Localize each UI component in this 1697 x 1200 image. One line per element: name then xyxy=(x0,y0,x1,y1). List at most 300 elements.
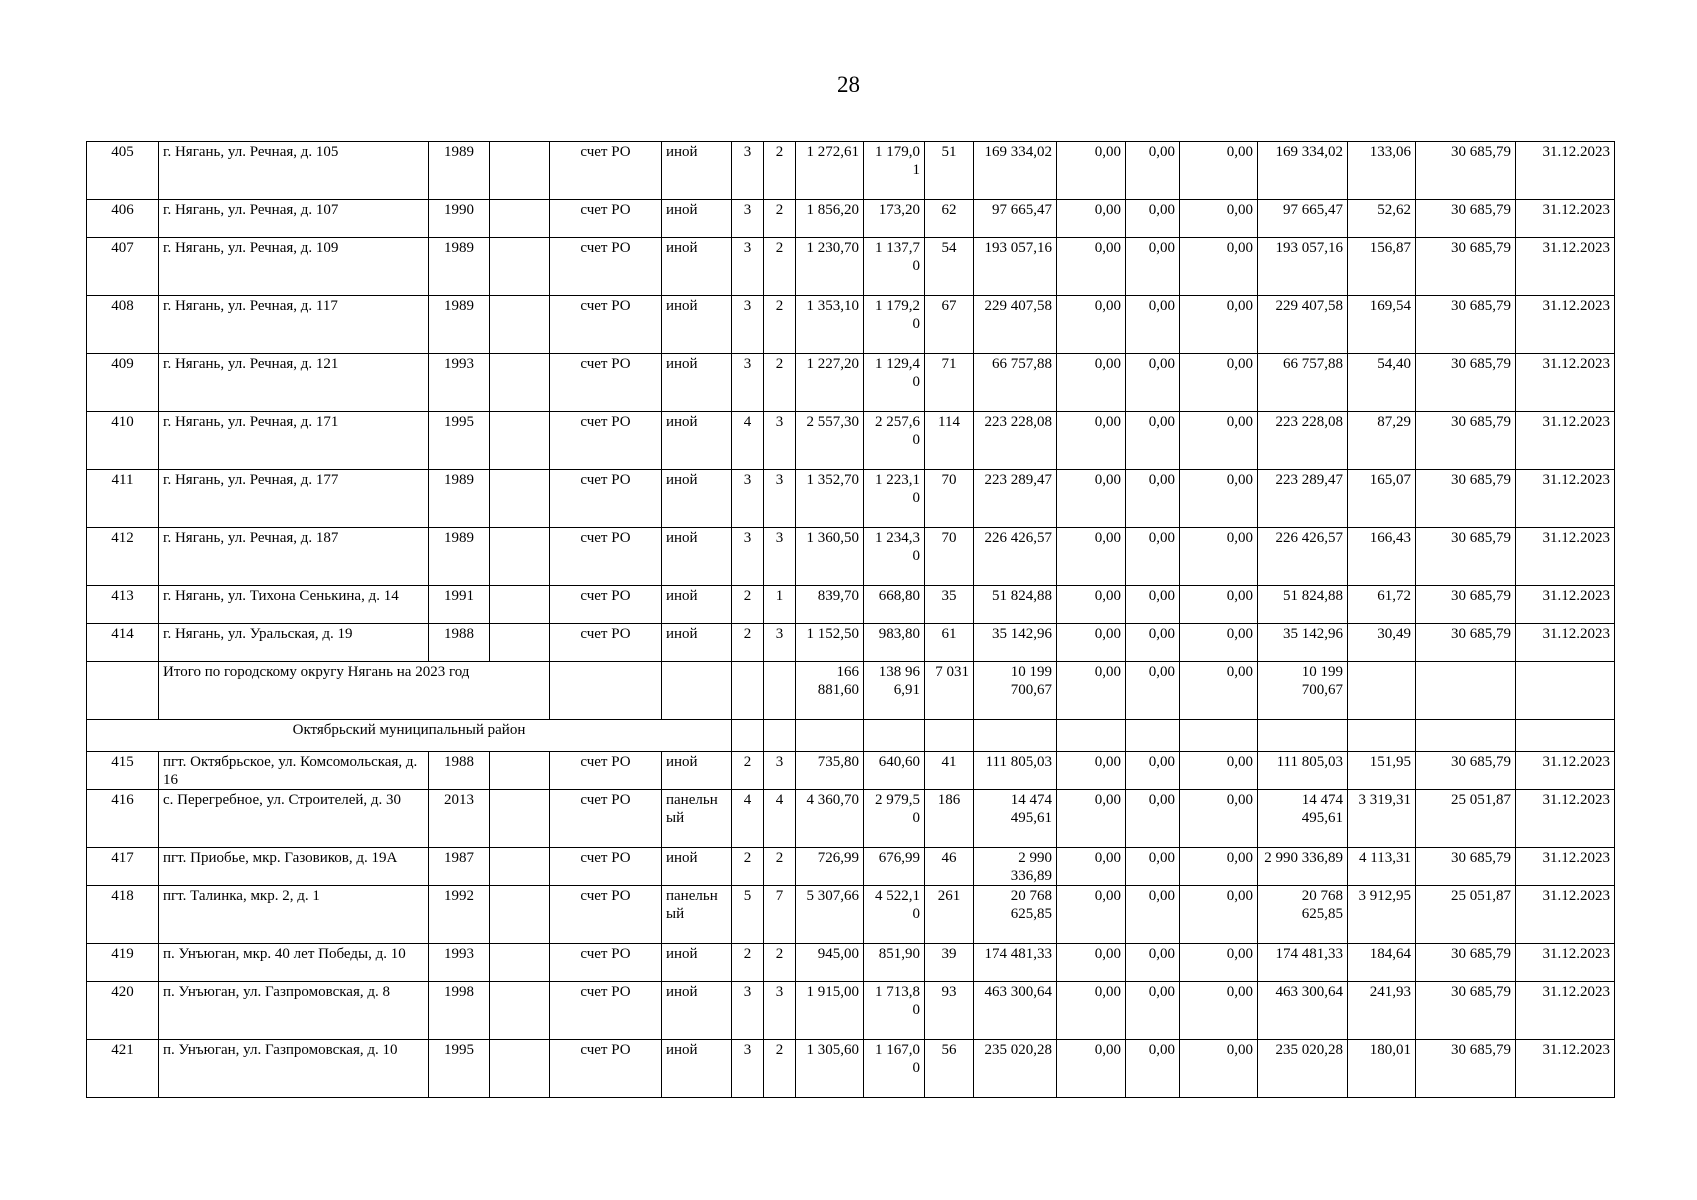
cell-cost-budget: 0,00 xyxy=(1126,528,1180,586)
cell-cost-budget: 0,00 xyxy=(1126,470,1180,528)
cell-deadline: 31.12.2023 xyxy=(1516,142,1615,200)
cell-floors: 3 xyxy=(732,1040,764,1098)
cell-total-area: 1 305,60 xyxy=(796,1040,864,1098)
cell-deadline: 31.12.2023 xyxy=(1516,982,1615,1040)
cell-total-area: 1 915,00 xyxy=(796,982,864,1040)
cell-wall: иной xyxy=(662,296,732,354)
table-row xyxy=(87,586,1615,624)
cell-residents: 93 xyxy=(925,982,974,1040)
table-row xyxy=(87,200,1615,238)
cell-cost-local: 0,00 xyxy=(1180,296,1258,354)
cell-repair-year xyxy=(490,848,550,886)
rows-group-nyagan xyxy=(87,142,1615,662)
table-row xyxy=(87,982,1615,1040)
cell-year: 1990 xyxy=(429,200,490,238)
cell-year: 1989 xyxy=(429,470,490,528)
cell-living-area: 1 167,00 xyxy=(864,1040,925,1098)
cell-fund: счет РО xyxy=(550,624,662,662)
cell-cost-total: 51 824,88 xyxy=(974,586,1057,624)
cell-cost-total: 66 757,88 xyxy=(974,354,1057,412)
cell-fund: счет РО xyxy=(550,752,662,790)
cell-address: г. Нягань, ул. Речная, д. 177 xyxy=(159,470,429,528)
cell-cost-total: 169 334,02 xyxy=(974,142,1057,200)
cell-repair-year xyxy=(490,790,550,848)
cell-address: пгт. Октябрьское, ул. Комсомольская, д. 16 xyxy=(159,752,429,790)
cell-cost-fund: 0,00 xyxy=(1057,886,1126,944)
cell-fund: счет РО xyxy=(550,354,662,412)
cell-total-area: 1 230,70 xyxy=(796,238,864,296)
cell-fund: счет РО xyxy=(550,238,662,296)
total-row xyxy=(87,662,1615,720)
district-label: Октябрьский муниципальный район xyxy=(87,720,732,752)
cell-fund: счет РО xyxy=(550,412,662,470)
cell-address: г. Нягань, ул. Речная, д. 187 xyxy=(159,528,429,586)
cell-cost-total: 111 805,03 xyxy=(974,752,1057,790)
cell-fund: счет РО xyxy=(550,142,662,200)
cell-cost-fund: 0,00 xyxy=(1057,238,1126,296)
cell-year: 1995 xyxy=(429,412,490,470)
cell-total-area: 735,80 xyxy=(796,752,864,790)
cell-living-area: 2 979,50 xyxy=(864,790,925,848)
cell-total-area: 5 307,66 xyxy=(796,886,864,944)
cell-living-area: 1 223,10 xyxy=(864,470,925,528)
cell-living-area: 676,99 xyxy=(864,848,925,886)
cell-repair-year xyxy=(490,624,550,662)
cell-cost-budget: 0,00 xyxy=(1126,412,1180,470)
cell-cost-local: 0,00 xyxy=(1180,752,1258,790)
cell-entrances: 3 xyxy=(764,528,796,586)
cell-no: 406 xyxy=(87,200,159,238)
total-cost-owners: 10 199 700,67 xyxy=(1258,662,1348,720)
cell-cost-total: 35 142,96 xyxy=(974,624,1057,662)
cell-fund: счет РО xyxy=(550,470,662,528)
cell-repair-year xyxy=(490,296,550,354)
cell-residents: 56 xyxy=(925,1040,974,1098)
cell-cost-total: 226 426,57 xyxy=(974,528,1057,586)
cell-cost-per-m2: 156,87 xyxy=(1348,238,1416,296)
cell-cost-per-m2: 180,01 xyxy=(1348,1040,1416,1098)
cell-address: г. Нягань, ул. Речная, д. 171 xyxy=(159,412,429,470)
cell-deadline: 31.12.2023 xyxy=(1516,296,1615,354)
cell-entrances: 3 xyxy=(764,470,796,528)
cell-address: г. Нягань, ул. Тихона Сенькина, д. 14 xyxy=(159,586,429,624)
cell-fund: счет РО xyxy=(550,200,662,238)
cell-entrances: 2 xyxy=(764,200,796,238)
table-row xyxy=(87,238,1615,296)
cell-residents: 54 xyxy=(925,238,974,296)
cell-repair-year xyxy=(490,238,550,296)
cell-deadline: 31.12.2023 xyxy=(1516,886,1615,944)
cell-cost-total: 463 300,64 xyxy=(974,982,1057,1040)
cell-wall: панельный xyxy=(662,790,732,848)
table-row xyxy=(87,752,1615,790)
cell-fund: счет РО xyxy=(550,982,662,1040)
cell-residents: 70 xyxy=(925,470,974,528)
table-row xyxy=(87,944,1615,982)
cell-no: 414 xyxy=(87,624,159,662)
cell-living-area: 1 129,40 xyxy=(864,354,925,412)
cell-wall: иной xyxy=(662,944,732,982)
cell-limit-per-m2: 30 685,79 xyxy=(1416,412,1516,470)
cell-total-area: 1 856,20 xyxy=(796,200,864,238)
cell-year: 1993 xyxy=(429,944,490,982)
cell-address: п. Унъюган, мкр. 40 лет Победы, д. 10 xyxy=(159,944,429,982)
cell-repair-year xyxy=(490,586,550,624)
cell-living-area: 640,60 xyxy=(864,752,925,790)
cell-address: пгт. Талинка, мкр. 2, д. 1 xyxy=(159,886,429,944)
cell-residents: 41 xyxy=(925,752,974,790)
cell-cost-fund: 0,00 xyxy=(1057,142,1126,200)
cell-total-area: 1 352,70 xyxy=(796,470,864,528)
cell-total-area: 1 152,50 xyxy=(796,624,864,662)
cell-cost-per-m2: 133,06 xyxy=(1348,142,1416,200)
cell-cost-per-m2: 184,64 xyxy=(1348,944,1416,982)
cell-cost-fund: 0,00 xyxy=(1057,470,1126,528)
cell-floors: 2 xyxy=(732,848,764,886)
cell-cost-owners: 229 407,58 xyxy=(1258,296,1348,354)
cell-entrances: 2 xyxy=(764,296,796,354)
cell-cost-budget: 0,00 xyxy=(1126,982,1180,1040)
cell-entrances: 2 xyxy=(764,238,796,296)
table-row xyxy=(87,142,1615,200)
cell-deadline: 31.12.2023 xyxy=(1516,790,1615,848)
cell-entrances: 3 xyxy=(764,982,796,1040)
cell-address: пгт. Приобье, мкр. Газовиков, д. 19А xyxy=(159,848,429,886)
cell-limit-per-m2: 30 685,79 xyxy=(1416,470,1516,528)
cell-cost-per-m2: 165,07 xyxy=(1348,470,1416,528)
cell-fund: счет РО xyxy=(550,848,662,886)
cell-living-area: 173,20 xyxy=(864,200,925,238)
cell-repair-year xyxy=(490,1040,550,1098)
cell-cost-budget: 0,00 xyxy=(1126,1040,1180,1098)
cell-residents: 114 xyxy=(925,412,974,470)
cell-no: 410 xyxy=(87,412,159,470)
cell-cost-budget: 0,00 xyxy=(1126,752,1180,790)
cell-floors: 3 xyxy=(732,142,764,200)
cell-cost-total: 223 289,47 xyxy=(974,470,1057,528)
table-row xyxy=(87,296,1615,354)
cell-year: 1988 xyxy=(429,752,490,790)
cell-cost-local: 0,00 xyxy=(1180,586,1258,624)
cell-total-area: 839,70 xyxy=(796,586,864,624)
cell-wall: иной xyxy=(662,238,732,296)
cell-fund: счет РО xyxy=(550,528,662,586)
cell-cost-total: 14 474 495,61 xyxy=(974,790,1057,848)
cell-cost-owners: 66 757,88 xyxy=(1258,354,1348,412)
cell-entrances: 3 xyxy=(764,412,796,470)
cell-fund: счет РО xyxy=(550,1040,662,1098)
cell-cost-budget: 0,00 xyxy=(1126,944,1180,982)
cell-wall: иной xyxy=(662,354,732,412)
cell-fund: счет РО xyxy=(550,790,662,848)
cell-cost-local: 0,00 xyxy=(1180,354,1258,412)
cell-year: 1989 xyxy=(429,528,490,586)
cell-entrances: 3 xyxy=(764,624,796,662)
cell-deadline: 31.12.2023 xyxy=(1516,470,1615,528)
total-cost-fund: 0,00 xyxy=(1057,662,1126,720)
cell-cost-per-m2: 4 113,31 xyxy=(1348,848,1416,886)
cell-residents: 261 xyxy=(925,886,974,944)
cell-address: г. Нягань, ул. Уральская, д. 19 xyxy=(159,624,429,662)
cell-deadline: 31.12.2023 xyxy=(1516,528,1615,586)
cell-cost-per-m2: 3 912,95 xyxy=(1348,886,1416,944)
total-cost-budget: 0,00 xyxy=(1126,662,1180,720)
cell-cost-local: 0,00 xyxy=(1180,200,1258,238)
cell-year: 1987 xyxy=(429,848,490,886)
cell-no: 407 xyxy=(87,238,159,296)
cell-limit-per-m2: 30 685,79 xyxy=(1416,142,1516,200)
cell-floors: 5 xyxy=(732,886,764,944)
cell-cost-fund: 0,00 xyxy=(1057,412,1126,470)
cell-residents: 62 xyxy=(925,200,974,238)
cell-floors: 3 xyxy=(732,528,764,586)
cell-cost-total: 174 481,33 xyxy=(974,944,1057,982)
cell-total-area: 4 360,70 xyxy=(796,790,864,848)
cell-repair-year xyxy=(490,944,550,982)
cell-cost-owners: 174 481,33 xyxy=(1258,944,1348,982)
cell-deadline: 31.12.2023 xyxy=(1516,944,1615,982)
cell-entrances: 4 xyxy=(764,790,796,848)
cell-cost-budget: 0,00 xyxy=(1126,624,1180,662)
cell-cost-local: 0,00 xyxy=(1180,886,1258,944)
cell-total-area: 2 557,30 xyxy=(796,412,864,470)
cell-address: с. Перегребное, ул. Строителей, д. 30 xyxy=(159,790,429,848)
cell-year: 1988 xyxy=(429,624,490,662)
cell-cost-total: 193 057,16 xyxy=(974,238,1057,296)
cell-fund: счет РО xyxy=(550,586,662,624)
cell-deadline: 31.12.2023 xyxy=(1516,586,1615,624)
cell-residents: 71 xyxy=(925,354,974,412)
cell-living-area: 668,80 xyxy=(864,586,925,624)
cell-cost-local: 0,00 xyxy=(1180,624,1258,662)
cell-cost-owners: 169 334,02 xyxy=(1258,142,1348,200)
cell-deadline: 31.12.2023 xyxy=(1516,848,1615,886)
cell-cost-owners: 463 300,64 xyxy=(1258,982,1348,1040)
cell-address: п. Унъюган, ул. Газпромовская, д. 8 xyxy=(159,982,429,1040)
cell-residents: 46 xyxy=(925,848,974,886)
cell-wall: иной xyxy=(662,412,732,470)
cell-entrances: 2 xyxy=(764,944,796,982)
cell-limit-per-m2: 30 685,79 xyxy=(1416,586,1516,624)
cell-no: 412 xyxy=(87,528,159,586)
cell-limit-per-m2: 30 685,79 xyxy=(1416,238,1516,296)
cell-floors: 3 xyxy=(732,982,764,1040)
cell-cost-local: 0,00 xyxy=(1180,848,1258,886)
cell-cost-fund: 0,00 xyxy=(1057,790,1126,848)
cell-living-area: 2 257,60 xyxy=(864,412,925,470)
cell-fund: счет РО xyxy=(550,886,662,944)
cell-cost-total: 229 407,58 xyxy=(974,296,1057,354)
total-row-group xyxy=(87,662,1615,752)
cell-wall: иной xyxy=(662,982,732,1040)
cell-limit-per-m2: 30 685,79 xyxy=(1416,528,1516,586)
cell-cost-owners: 226 426,57 xyxy=(1258,528,1348,586)
cell-repair-year xyxy=(490,470,550,528)
cell-address: г. Нягань, ул. Речная, д. 105 xyxy=(159,142,429,200)
cell-repair-year xyxy=(490,528,550,586)
cell-cost-total: 2 990 336,89 xyxy=(974,848,1057,886)
cell-cost-per-m2: 61,72 xyxy=(1348,586,1416,624)
cell-wall: иной xyxy=(662,528,732,586)
cell-deadline: 31.12.2023 xyxy=(1516,624,1615,662)
cell-floors: 3 xyxy=(732,470,764,528)
cell-no: 421 xyxy=(87,1040,159,1098)
cell-cost-budget: 0,00 xyxy=(1126,200,1180,238)
cell-residents: 39 xyxy=(925,944,974,982)
cell-limit-per-m2: 30 685,79 xyxy=(1416,944,1516,982)
cell-deadline: 31.12.2023 xyxy=(1516,354,1615,412)
cell-cost-fund: 0,00 xyxy=(1057,528,1126,586)
cell-floors: 3 xyxy=(732,238,764,296)
table-row xyxy=(87,412,1615,470)
cell-floors: 3 xyxy=(732,354,764,412)
cell-residents: 35 xyxy=(925,586,974,624)
cell-cost-fund: 0,00 xyxy=(1057,752,1126,790)
cell-limit-per-m2: 25 051,87 xyxy=(1416,790,1516,848)
cell-living-area: 1 179,20 xyxy=(864,296,925,354)
cell-floors: 2 xyxy=(732,944,764,982)
cell-cost-per-m2: 87,29 xyxy=(1348,412,1416,470)
cell-entrances: 2 xyxy=(764,142,796,200)
cell-total-area: 1 360,50 xyxy=(796,528,864,586)
cell-cost-local: 0,00 xyxy=(1180,528,1258,586)
cell-year: 1993 xyxy=(429,354,490,412)
cell-residents: 51 xyxy=(925,142,974,200)
cell-no: 419 xyxy=(87,944,159,982)
cell-year: 1995 xyxy=(429,1040,490,1098)
cell-no: 413 xyxy=(87,586,159,624)
cell-wall: иной xyxy=(662,200,732,238)
cell-living-area: 851,90 xyxy=(864,944,925,982)
cell-entrances: 7 xyxy=(764,886,796,944)
cell-no: 420 xyxy=(87,982,159,1040)
table-row xyxy=(87,790,1615,848)
cell-total-area: 726,99 xyxy=(796,848,864,886)
cell-limit-per-m2: 30 685,79 xyxy=(1416,354,1516,412)
cell-cost-total: 235 020,28 xyxy=(974,1040,1057,1098)
cell-address: г. Нягань, ул. Речная, д. 121 xyxy=(159,354,429,412)
cell-year: 1989 xyxy=(429,296,490,354)
cell-cost-local: 0,00 xyxy=(1180,790,1258,848)
cell-address: г. Нягань, ул. Речная, д. 107 xyxy=(159,200,429,238)
cell-repair-year xyxy=(490,354,550,412)
cell-cost-per-m2: 151,95 xyxy=(1348,752,1416,790)
cell-repair-year xyxy=(490,142,550,200)
cell-cost-total: 223 228,08 xyxy=(974,412,1057,470)
cell-limit-per-m2: 30 685,79 xyxy=(1416,848,1516,886)
cell-deadline: 31.12.2023 xyxy=(1516,200,1615,238)
cell-cost-owners: 223 228,08 xyxy=(1258,412,1348,470)
repair-program-table xyxy=(86,141,1615,1098)
cell-cost-fund: 0,00 xyxy=(1057,586,1126,624)
total-total-area: 166 881,60 xyxy=(796,662,864,720)
cell-cost-local: 0,00 xyxy=(1180,238,1258,296)
cell-cost-budget: 0,00 xyxy=(1126,238,1180,296)
cell-cost-owners: 235 020,28 xyxy=(1258,1040,1348,1098)
cell-cost-budget: 0,00 xyxy=(1126,848,1180,886)
table-row xyxy=(87,354,1615,412)
cell-cost-budget: 0,00 xyxy=(1126,296,1180,354)
cell-deadline: 31.12.2023 xyxy=(1516,752,1615,790)
cell-cost-budget: 0,00 xyxy=(1126,354,1180,412)
cell-limit-per-m2: 30 685,79 xyxy=(1416,200,1516,238)
cell-cost-owners: 223 289,47 xyxy=(1258,470,1348,528)
cell-floors: 3 xyxy=(732,200,764,238)
cell-no: 409 xyxy=(87,354,159,412)
cell-residents: 186 xyxy=(925,790,974,848)
cell-no: 415 xyxy=(87,752,159,790)
cell-cost-owners: 20 768 625,85 xyxy=(1258,886,1348,944)
cell-repair-year xyxy=(490,752,550,790)
cell-no: 408 xyxy=(87,296,159,354)
cell-limit-per-m2: 25 051,87 xyxy=(1416,886,1516,944)
cell-entrances: 3 xyxy=(764,752,796,790)
cell-year: 1992 xyxy=(429,886,490,944)
table-row xyxy=(87,1040,1615,1098)
cell-repair-year xyxy=(490,982,550,1040)
cell-residents: 67 xyxy=(925,296,974,354)
cell-wall: иной xyxy=(662,470,732,528)
cell-cost-local: 0,00 xyxy=(1180,1040,1258,1098)
cell-cost-fund: 0,00 xyxy=(1057,296,1126,354)
table-row xyxy=(87,886,1615,944)
cell-cost-local: 0,00 xyxy=(1180,470,1258,528)
cell-entrances: 1 xyxy=(764,586,796,624)
cell-address: г. Нягань, ул. Речная, д. 117 xyxy=(159,296,429,354)
table-row xyxy=(87,848,1615,886)
cell-total-area: 1 227,20 xyxy=(796,354,864,412)
cell-deadline: 31.12.2023 xyxy=(1516,238,1615,296)
cell-living-area: 983,80 xyxy=(864,624,925,662)
cell-cost-owners: 35 142,96 xyxy=(1258,624,1348,662)
cell-limit-per-m2: 30 685,79 xyxy=(1416,296,1516,354)
cell-entrances: 2 xyxy=(764,354,796,412)
cell-no: 405 xyxy=(87,142,159,200)
cell-cost-total: 20 768 625,85 xyxy=(974,886,1057,944)
cell-cost-local: 0,00 xyxy=(1180,142,1258,200)
cell-cost-owners: 193 057,16 xyxy=(1258,238,1348,296)
cell-fund: счет РО xyxy=(550,296,662,354)
cell-year: 2013 xyxy=(429,790,490,848)
district-heading-row xyxy=(87,720,1615,752)
cell-living-area: 4 522,10 xyxy=(864,886,925,944)
cell-fund: счет РО xyxy=(550,944,662,982)
cell-no: 417 xyxy=(87,848,159,886)
cell-entrances: 2 xyxy=(764,1040,796,1098)
cell-floors: 3 xyxy=(732,296,764,354)
cell-cost-fund: 0,00 xyxy=(1057,624,1126,662)
cell-living-area: 1 713,80 xyxy=(864,982,925,1040)
cell-deadline: 31.12.2023 xyxy=(1516,412,1615,470)
cell-cost-owners: 51 824,88 xyxy=(1258,586,1348,624)
cell-cost-per-m2: 241,93 xyxy=(1348,982,1416,1040)
cell-cost-budget: 0,00 xyxy=(1126,886,1180,944)
cell-cost-budget: 0,00 xyxy=(1126,790,1180,848)
cell-year: 1989 xyxy=(429,238,490,296)
cell-cost-fund: 0,00 xyxy=(1057,944,1126,982)
table-row xyxy=(87,624,1615,662)
cell-wall: иной xyxy=(662,142,732,200)
cell-wall: иной xyxy=(662,848,732,886)
cell-address: п. Унъюган, ул. Газпромовская, д. 10 xyxy=(159,1040,429,1098)
cell-wall: иной xyxy=(662,624,732,662)
cell-cost-per-m2: 54,40 xyxy=(1348,354,1416,412)
total-living-area: 138 966,91 xyxy=(864,662,925,720)
cell-no: 418 xyxy=(87,886,159,944)
cell-floors: 2 xyxy=(732,624,764,662)
cell-no: 411 xyxy=(87,470,159,528)
cell-residents: 70 xyxy=(925,528,974,586)
